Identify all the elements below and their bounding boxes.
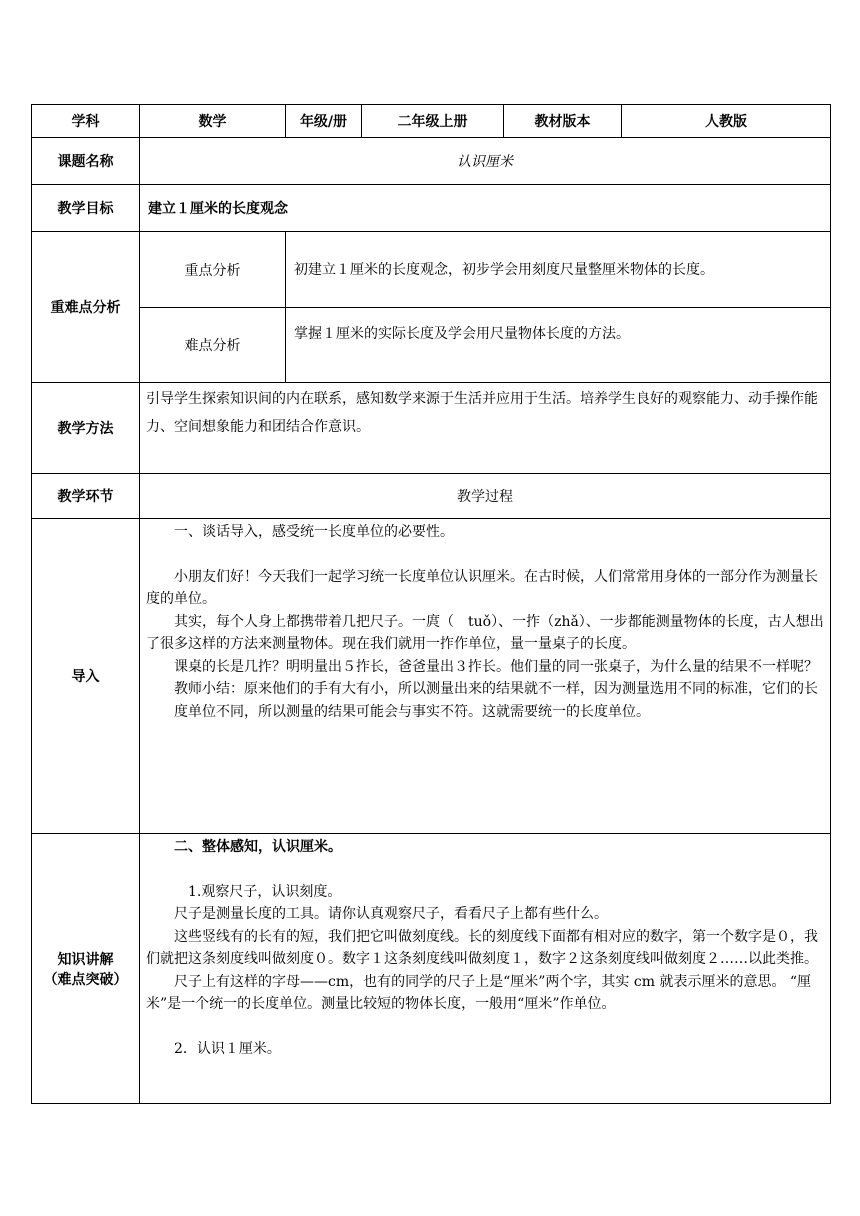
goal-label: 教学目标	[32, 185, 140, 232]
method-row	[32, 383, 831, 474]
subject-label: 学科	[32, 105, 140, 138]
topic-label: 课题名称	[32, 138, 140, 185]
topic-row	[32, 138, 831, 185]
difficult-analysis-label: 难点分析	[140, 308, 286, 383]
knowledge-label	[32, 834, 140, 1104]
intro-paragraph-1: 小朋友们好！今天我们一起学习统一长度单位认识厘米。在古时候，人们常常用身体的一部分作为测量长度的单位。	[146, 568, 818, 607]
process-label: 教学过程	[140, 474, 831, 519]
knowledge-paragraph-1: 尺子是测量长度的工具。请你认真观察尺子，看看尺子上都有些什么。	[174, 906, 608, 922]
difficult-analysis-row	[32, 308, 831, 383]
intro-label: 导入	[32, 519, 140, 834]
knowledge-paragraph-2: 这些竖线有的长有的短，我们把它叫做刻度线。长的刻度线下面都有相对应的数字，第一个数字是０，我们就把这条刻度线叫做刻度０。数字１这条刻度线叫做刻度１，数字２这条刻度线叫做刻度２……以此类推。	[146, 928, 818, 967]
method-label: 教学方法	[32, 383, 140, 474]
process-stage-label: 教学环节	[32, 474, 140, 519]
key-analysis-text: 初建立１厘米的长度观念，初步学会用刻度尺量整厘米物体的长度。	[286, 232, 831, 308]
knowledge-step-2: 2．认识１厘米。	[174, 1040, 281, 1057]
knowledge-paragraph-3: 尺子上有这样的字母——cm，也有的同学的尺子上是“厘米”两个字，其实 cm 就表示厘米的意思。 “厘米”是一个统一的长度单位。测量比较短的物体长度，一般用“厘米”作单位。	[146, 973, 812, 1012]
knowledge-heading: 二、整体感知，认识厘米。	[174, 839, 342, 855]
key-analysis-row	[32, 232, 831, 308]
edition-label: 教材版本	[504, 105, 622, 138]
intro-heading: 一、谈话导入，感受统一长度单位的必要性。	[174, 524, 454, 540]
knowledge-label-line-1: 知识讲解	[57, 951, 114, 968]
intro-row	[32, 519, 831, 834]
knowledge-step-1: 1.观察尺子，认识刻度。	[188, 883, 342, 900]
key-analysis-label: 重点分析	[140, 232, 286, 308]
knowledge-content	[140, 834, 831, 1104]
edition-value: 人教版	[622, 105, 831, 138]
grade-value: 二年级上册	[362, 105, 504, 138]
goal-text: 建立１厘米的长度观念	[140, 185, 831, 232]
method-text: 引导学生探索知识间的内在联系，感知数学来源于生活并应用于生活。培养学生良好的观察能力、动手操作能力、空间想象能力和团结合作意识。	[140, 383, 831, 474]
analysis-label: 重难点分析	[32, 232, 140, 383]
subject-value: 数学	[140, 105, 286, 138]
knowledge-label-line-2: （难点突破）	[43, 971, 128, 988]
intro-paragraph-4: 教师小结：原来他们的手有大有小，所以测量出来的结果就不一样，因为测量选用不同的标准，它们的长度单位不同，所以测量的结果可能会与事实不符。这就需要统一的长度单位。	[174, 681, 818, 720]
knowledge-row	[32, 834, 831, 1104]
goal-row	[32, 185, 831, 232]
grade-label: 年级/册	[286, 105, 362, 138]
topic-title: 认识厘米	[140, 138, 831, 185]
difficult-analysis-text: 掌握１厘米的实际长度及学会用尺量物体长度的方法。	[286, 308, 831, 383]
process-header-row	[32, 474, 831, 519]
intro-paragraph-3: 课桌的长是几拃？明明量出５拃长，爸爸量出３拃长。他们量的同一张桌子，为什么量的结果不一样呢？	[174, 658, 818, 675]
intro-content	[140, 519, 831, 834]
header-row	[32, 105, 831, 138]
intro-paragraph-2: 其实，每个人身上都携带着几把尺子。一庹（ tuǒ）、一拃（zhǎ）、一步都能测量物体的长度，古人想出了很多这样的方法来测量物体。现在我们就用一拃作单位，量一量桌子的长度。	[146, 613, 824, 652]
lesson-plan-table	[31, 104, 831, 1104]
